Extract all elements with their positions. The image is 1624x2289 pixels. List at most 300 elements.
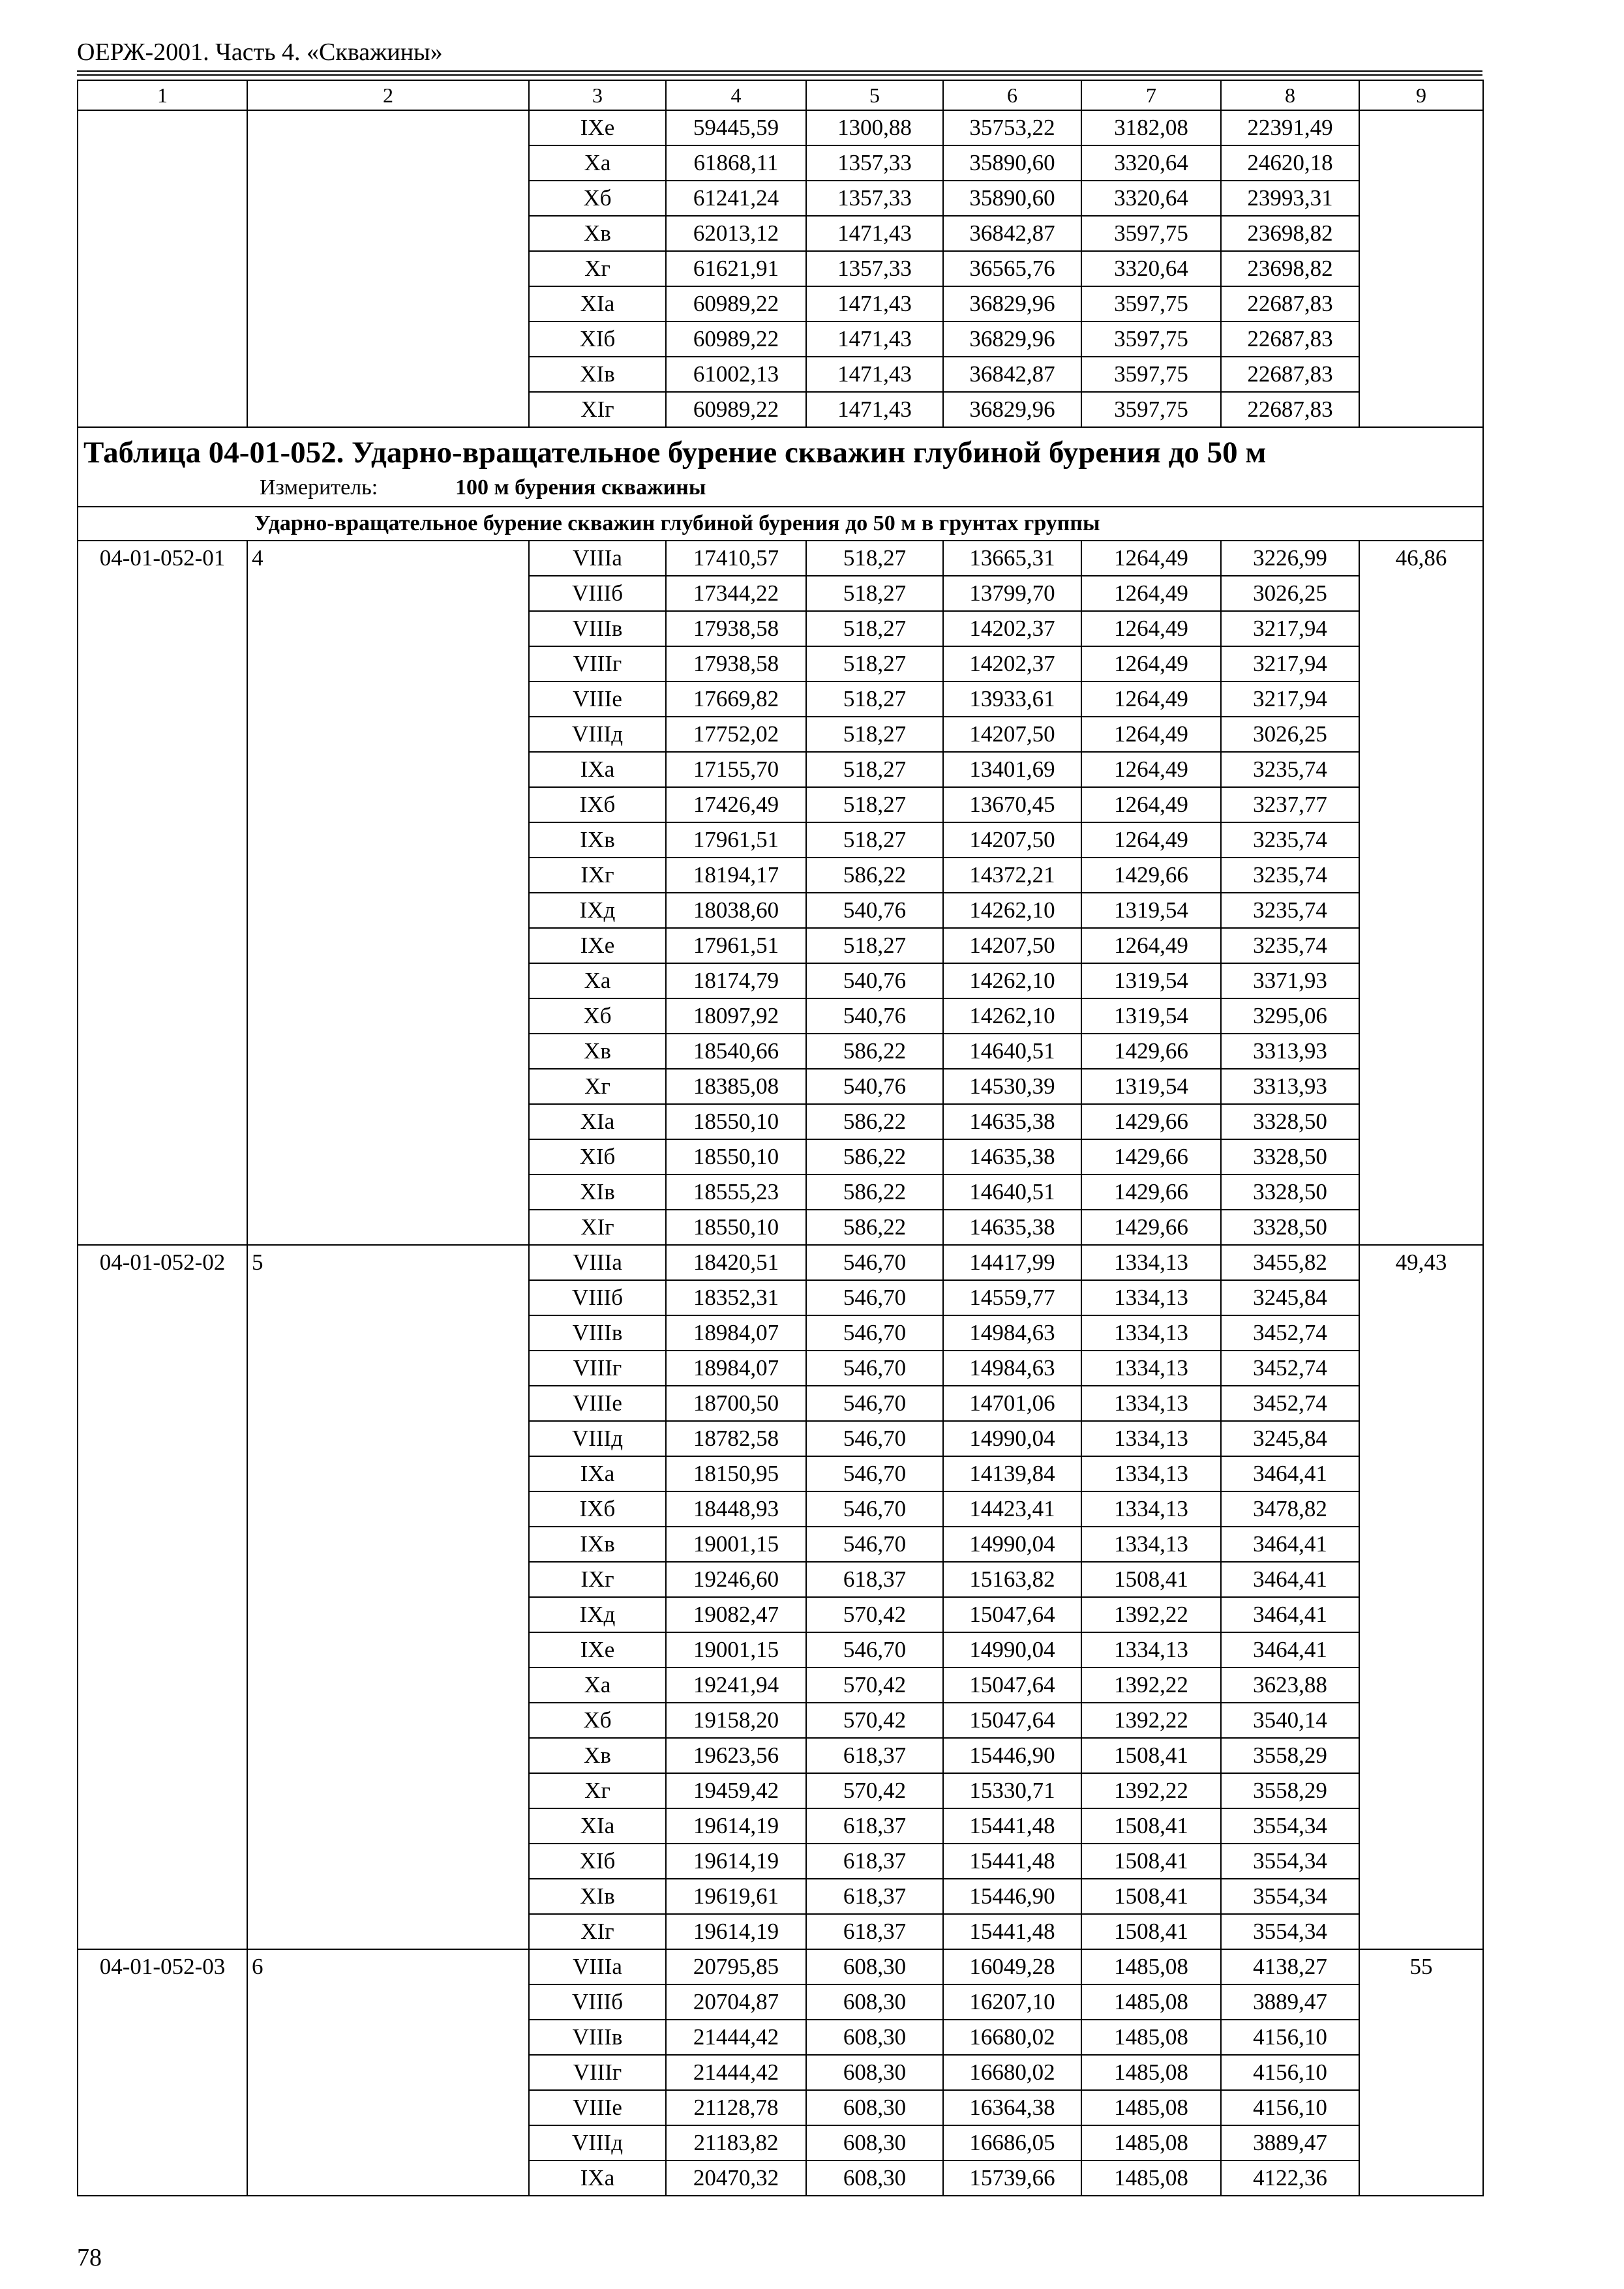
data-cell: 4122,36 <box>1221 2161 1359 2196</box>
table-title-row <box>78 427 1483 507</box>
data-cell: Xг <box>529 251 666 286</box>
data-cell: 546,70 <box>806 1245 943 1280</box>
norm-description: 4 <box>247 541 529 1245</box>
data-cell: IXв <box>529 822 666 858</box>
data-cell: 17426,49 <box>666 787 806 822</box>
data-cell: 3623,88 <box>1221 1668 1359 1703</box>
data-cell: 19614,19 <box>666 1808 806 1844</box>
data-cell: 1508,41 <box>1081 1808 1221 1844</box>
data-cell: 19158,20 <box>666 1703 806 1738</box>
data-cell: 1508,41 <box>1081 1738 1221 1773</box>
data-cell: 1319,54 <box>1081 998 1221 1034</box>
data-cell: 16680,02 <box>943 2055 1081 2090</box>
data-cell: Xг <box>529 1069 666 1104</box>
data-cell: 1471,43 <box>806 392 943 427</box>
data-cell: 15441,48 <box>943 1808 1081 1844</box>
data-cell: 23698,82 <box>1221 251 1359 286</box>
data-cell: 3597,75 <box>1081 216 1221 251</box>
data-cell: VIIIг <box>529 2055 666 2090</box>
data-cell: 14701,06 <box>943 1386 1081 1421</box>
data-cell: 16049,28 <box>943 1949 1081 1984</box>
data-cell: IXб <box>529 1491 666 1527</box>
data-cell: 1485,08 <box>1081 2161 1221 2196</box>
data-cell: 3235,74 <box>1221 752 1359 787</box>
data-cell: 1485,08 <box>1081 1949 1221 1984</box>
data-cell: VIIIв <box>529 1315 666 1351</box>
data-cell: IXа <box>529 752 666 787</box>
data-cell: 3464,41 <box>1221 1456 1359 1491</box>
data-cell: 14635,38 <box>943 1210 1081 1245</box>
data-cell: 3235,74 <box>1221 893 1359 928</box>
data-cell: 608,30 <box>806 2055 943 2090</box>
data-cell: 608,30 <box>806 1949 943 1984</box>
data-cell: 1264,49 <box>1081 681 1221 717</box>
data-cell: 546,70 <box>806 1351 943 1386</box>
data-cell: 61241,24 <box>666 181 806 216</box>
data-cell: 618,37 <box>806 1879 943 1914</box>
data-cell: 4156,10 <box>1221 2055 1359 2090</box>
data-cell: 1264,49 <box>1081 541 1221 576</box>
data-cell: 3371,93 <box>1221 963 1359 998</box>
data-cell: 3328,50 <box>1221 1104 1359 1139</box>
column-number: 9 <box>1359 80 1483 110</box>
data-cell: 518,27 <box>806 681 943 717</box>
data-cell: 586,22 <box>806 1174 943 1210</box>
data-cell: XIб <box>529 1139 666 1174</box>
data-cell: 14262,10 <box>943 893 1081 928</box>
data-cell: 3597,75 <box>1081 322 1221 357</box>
data-cell: 1264,49 <box>1081 752 1221 787</box>
data-cell: 586,22 <box>806 1104 943 1139</box>
data-cell: 15441,48 <box>943 1914 1081 1949</box>
column-number-row <box>78 80 1483 110</box>
data-cell: VIIIв <box>529 611 666 646</box>
data-cell: 15163,82 <box>943 1562 1081 1597</box>
data-cell: 14640,51 <box>943 1034 1081 1069</box>
data-cell: 14990,04 <box>943 1632 1081 1668</box>
data-cell: 20704,87 <box>666 1984 806 2020</box>
data-cell: IXе <box>529 110 666 145</box>
data-cell: 18550,10 <box>666 1210 806 1245</box>
data-cell: VIIIа <box>529 1245 666 1280</box>
data-cell: 1264,49 <box>1081 928 1221 963</box>
data-cell: VIIIб <box>529 1280 666 1315</box>
data-cell: VIIIб <box>529 1984 666 2020</box>
data-cell: 3464,41 <box>1221 1562 1359 1597</box>
data-cell: 36829,96 <box>943 392 1081 427</box>
data-cell: 1429,66 <box>1081 858 1221 893</box>
data-cell: 1334,13 <box>1081 1245 1221 1280</box>
data-cell: 3558,29 <box>1221 1773 1359 1808</box>
data-cell: IXд <box>529 893 666 928</box>
data-cell: 36829,96 <box>943 322 1081 357</box>
data-cell: 18555,23 <box>666 1174 806 1210</box>
data-cell: XIв <box>529 1879 666 1914</box>
data-cell: 1485,08 <box>1081 2090 1221 2125</box>
data-cell: IXв <box>529 1527 666 1562</box>
data-cell: 1334,13 <box>1081 1491 1221 1527</box>
norms-table <box>77 80 1484 2196</box>
data-cell: 36829,96 <box>943 286 1081 322</box>
data-cell: 546,70 <box>806 1456 943 1491</box>
data-cell: 62013,12 <box>666 216 806 251</box>
data-cell: 3464,41 <box>1221 1527 1359 1562</box>
data-cell: 15047,64 <box>943 1597 1081 1632</box>
data-cell: 4156,10 <box>1221 2090 1359 2125</box>
data-cell: XIг <box>529 1210 666 1245</box>
norm-code: 04-01-052-02 <box>78 1245 247 1949</box>
data-cell: 61002,13 <box>666 357 806 392</box>
data-cell: 60989,22 <box>666 392 806 427</box>
data-cell: 14139,84 <box>943 1456 1081 1491</box>
data-cell: Xа <box>529 963 666 998</box>
data-cell: 4156,10 <box>1221 2020 1359 2055</box>
data-cell: Xа <box>529 1668 666 1703</box>
unit-line <box>83 473 1477 502</box>
data-cell: 17938,58 <box>666 646 806 681</box>
data-cell: XIб <box>529 1844 666 1879</box>
data-cell: 18550,10 <box>666 1104 806 1139</box>
data-cell: 13670,45 <box>943 787 1081 822</box>
data-cell: 3328,50 <box>1221 1174 1359 1210</box>
data-cell: 20795,85 <box>666 1949 806 1984</box>
data-cell: 1264,49 <box>1081 646 1221 681</box>
data-cell: 618,37 <box>806 1562 943 1597</box>
data-cell: VIIIа <box>529 541 666 576</box>
data-cell: VIIIа <box>529 1949 666 1984</box>
data-cell: 19241,94 <box>666 1668 806 1703</box>
data-cell: 3235,74 <box>1221 858 1359 893</box>
data-cell: 13665,31 <box>943 541 1081 576</box>
data-cell: 3182,08 <box>1081 110 1221 145</box>
data-cell: 18385,08 <box>666 1069 806 1104</box>
data-cell: 3554,34 <box>1221 1879 1359 1914</box>
data-cell: 618,37 <box>806 1738 943 1773</box>
data-cell: 15446,90 <box>943 1738 1081 1773</box>
code-cell <box>78 110 247 427</box>
data-cell: 3320,64 <box>1081 181 1221 216</box>
data-cell: IXд <box>529 1597 666 1632</box>
data-cell: VIIIе <box>529 2090 666 2125</box>
data-cell: 18174,79 <box>666 963 806 998</box>
data-cell: XIа <box>529 286 666 322</box>
data-cell: 3464,41 <box>1221 1597 1359 1632</box>
data-cell: 1334,13 <box>1081 1351 1221 1386</box>
table-title: Таблица 04-01-052. Ударно-вращательное бурение скважин глубиной бурения до 50 м <box>83 436 1267 470</box>
data-cell: 546,70 <box>806 1491 943 1527</box>
data-cell: Xб <box>529 1703 666 1738</box>
data-cell: 18540,66 <box>666 1034 806 1069</box>
data-cell: 18194,17 <box>666 858 806 893</box>
data-cell: 3452,74 <box>1221 1351 1359 1386</box>
data-cell: 4138,27 <box>1221 1949 1359 1984</box>
data-cell: 1429,66 <box>1081 1139 1221 1174</box>
data-cell: 546,70 <box>806 1527 943 1562</box>
data-cell: 1357,33 <box>806 251 943 286</box>
column-number: 5 <box>806 80 943 110</box>
data-cell: 540,76 <box>806 1069 943 1104</box>
data-cell: XIв <box>529 357 666 392</box>
data-cell: 1508,41 <box>1081 1879 1221 1914</box>
data-cell: 14984,63 <box>943 1315 1081 1351</box>
data-cell: 14635,38 <box>943 1104 1081 1139</box>
data-cell: 14423,41 <box>943 1491 1081 1527</box>
page-number: 78 <box>77 2244 102 2271</box>
data-cell: 14207,50 <box>943 717 1081 752</box>
data-cell: 1334,13 <box>1081 1632 1221 1668</box>
data-cell: 570,42 <box>806 1773 943 1808</box>
data-cell: 3540,14 <box>1221 1703 1359 1738</box>
data-cell: 3237,77 <box>1221 787 1359 822</box>
data-cell: 518,27 <box>806 611 943 646</box>
data-cell: VIIIб <box>529 576 666 611</box>
data-cell: 618,37 <box>806 1914 943 1949</box>
table-subtitle-row <box>78 507 1483 541</box>
data-cell: XIа <box>529 1808 666 1844</box>
data-cell: 1429,66 <box>1081 1034 1221 1069</box>
data-cell: 1319,54 <box>1081 893 1221 928</box>
data-cell: 540,76 <box>806 998 943 1034</box>
data-cell: 1471,43 <box>806 216 943 251</box>
data-cell: 1264,49 <box>1081 822 1221 858</box>
data-cell: 22687,83 <box>1221 322 1359 357</box>
data-cell: 15441,48 <box>943 1844 1081 1879</box>
data-cell: 1334,13 <box>1081 1315 1221 1351</box>
data-cell: 3235,74 <box>1221 822 1359 858</box>
data-cell: VIIIе <box>529 681 666 717</box>
data-cell: 1485,08 <box>1081 1984 1221 2020</box>
page-header: ОЕРЖ-2001. Часть 4. «Скважины» <box>77 38 443 66</box>
data-cell: 17410,57 <box>666 541 806 576</box>
data-cell: 546,70 <box>806 1421 943 1456</box>
data-cell: 1357,33 <box>806 145 943 181</box>
data-cell: 1429,66 <box>1081 1210 1221 1245</box>
data-cell: 608,30 <box>806 2090 943 2125</box>
column-number: 1 <box>78 80 247 110</box>
data-cell: 17961,51 <box>666 822 806 858</box>
data-cell: 17752,02 <box>666 717 806 752</box>
data-cell: 586,22 <box>806 1139 943 1174</box>
data-cell: 61621,91 <box>666 251 806 286</box>
data-cell: 16680,02 <box>943 2020 1081 2055</box>
data-cell: XIа <box>529 1104 666 1139</box>
data-cell: VIIIд <box>529 2125 666 2161</box>
data-cell: 19623,56 <box>666 1738 806 1773</box>
data-cell: 16686,05 <box>943 2125 1081 2161</box>
data-cell: 21444,42 <box>666 2020 806 2055</box>
data-cell: 518,27 <box>806 787 943 822</box>
data-cell: 19619,61 <box>666 1879 806 1914</box>
data-cell: 1392,22 <box>1081 1703 1221 1738</box>
data-cell: 1334,13 <box>1081 1421 1221 1456</box>
data-cell: 14530,39 <box>943 1069 1081 1104</box>
data-cell: 3295,06 <box>1221 998 1359 1034</box>
data-cell: 13401,69 <box>943 752 1081 787</box>
data-cell: 3328,50 <box>1221 1139 1359 1174</box>
column-number: 4 <box>666 80 806 110</box>
data-cell: 18550,10 <box>666 1139 806 1174</box>
column-number: 7 <box>1081 80 1221 110</box>
data-cell: 14207,50 <box>943 928 1081 963</box>
data-cell: VIIIв <box>529 2020 666 2055</box>
data-cell: 19001,15 <box>666 1527 806 1562</box>
data-cell: Xа <box>529 145 666 181</box>
data-cell: 1264,49 <box>1081 611 1221 646</box>
data-cell: 1334,13 <box>1081 1456 1221 1491</box>
data-cell: XIб <box>529 322 666 357</box>
data-cell: 1357,33 <box>806 181 943 216</box>
data-cell: 18782,58 <box>666 1421 806 1456</box>
data-cell: 60989,22 <box>666 322 806 357</box>
data-cell: IXа <box>529 1456 666 1491</box>
data-cell: 60989,22 <box>666 286 806 322</box>
data-cell: 1392,22 <box>1081 1773 1221 1808</box>
data-cell: 1319,54 <box>1081 1069 1221 1104</box>
data-cell: 36842,87 <box>943 357 1081 392</box>
data-cell: 3478,82 <box>1221 1491 1359 1527</box>
norm-price: 49,43 <box>1359 1245 1483 1949</box>
table-row <box>78 1949 1483 1984</box>
table-row <box>78 541 1483 576</box>
data-cell: 570,42 <box>806 1597 943 1632</box>
data-cell: 1392,22 <box>1081 1597 1221 1632</box>
data-cell: 3320,64 <box>1081 145 1221 181</box>
data-cell: 15739,66 <box>943 2161 1081 2196</box>
data-cell: 18420,51 <box>666 1245 806 1280</box>
data-cell: 518,27 <box>806 822 943 858</box>
desc-cell <box>247 110 529 427</box>
data-cell: 18352,31 <box>666 1280 806 1315</box>
data-cell: 1471,43 <box>806 322 943 357</box>
data-cell: 36565,76 <box>943 251 1081 286</box>
data-cell: 546,70 <box>806 1386 943 1421</box>
data-cell: 586,22 <box>806 1034 943 1069</box>
data-cell: 14984,63 <box>943 1351 1081 1386</box>
data-cell: 3597,75 <box>1081 392 1221 427</box>
data-cell: 1334,13 <box>1081 1280 1221 1315</box>
data-cell: 608,30 <box>806 2125 943 2161</box>
data-cell: 13933,61 <box>943 681 1081 717</box>
data-cell: 3464,41 <box>1221 1632 1359 1668</box>
data-cell: 1471,43 <box>806 357 943 392</box>
data-cell: Xг <box>529 1773 666 1808</box>
table-subtitle: Ударно-вращательное бурение скважин глубиной бурения до 50 м в грунтах группы <box>78 507 1483 541</box>
data-cell: 14202,37 <box>943 611 1081 646</box>
data-cell: 15047,64 <box>943 1703 1081 1738</box>
data-cell: 21183,82 <box>666 2125 806 2161</box>
norm-description: 6 <box>247 1949 529 2196</box>
data-cell: 16207,10 <box>943 1984 1081 2020</box>
data-cell: 21128,78 <box>666 2090 806 2125</box>
data-cell: 19614,19 <box>666 1914 806 1949</box>
data-cell: 1319,54 <box>1081 963 1221 998</box>
data-cell: XIг <box>529 1914 666 1949</box>
data-cell: 1264,49 <box>1081 717 1221 752</box>
table-title-cell <box>78 427 1483 507</box>
data-cell: 1508,41 <box>1081 1844 1221 1879</box>
unit-label: Измеритель: <box>260 475 378 500</box>
data-cell: 1508,41 <box>1081 1562 1221 1597</box>
unit-value: 100 м бурения скважины <box>455 475 706 500</box>
data-cell: 586,22 <box>806 1210 943 1245</box>
data-cell: 618,37 <box>806 1808 943 1844</box>
data-cell: 570,42 <box>806 1703 943 1738</box>
data-cell: 3452,74 <box>1221 1386 1359 1421</box>
data-cell: 608,30 <box>806 1984 943 2020</box>
column-number: 6 <box>943 80 1081 110</box>
data-cell: 3452,74 <box>1221 1315 1359 1351</box>
data-cell: VIIIд <box>529 1421 666 1456</box>
data-cell: 3328,50 <box>1221 1210 1359 1245</box>
data-cell: 17938,58 <box>666 611 806 646</box>
data-cell: 3026,25 <box>1221 717 1359 752</box>
data-cell: 1334,13 <box>1081 1386 1221 1421</box>
data-cell: Xв <box>529 1034 666 1069</box>
data-cell: 14640,51 <box>943 1174 1081 1210</box>
data-cell: 20470,32 <box>666 2161 806 2196</box>
data-cell: 1334,13 <box>1081 1527 1221 1562</box>
data-cell: 16364,38 <box>943 2090 1081 2125</box>
data-cell: 3558,29 <box>1221 1738 1359 1773</box>
data-cell: 518,27 <box>806 928 943 963</box>
data-cell: 3597,75 <box>1081 357 1221 392</box>
column-number: 3 <box>529 80 666 110</box>
data-cell: 21444,42 <box>666 2055 806 2090</box>
data-cell: 36842,87 <box>943 216 1081 251</box>
data-cell: 15446,90 <box>943 1879 1081 1914</box>
data-cell: 3889,47 <box>1221 2125 1359 2161</box>
data-cell: 1471,43 <box>806 286 943 322</box>
data-cell: 24620,18 <box>1221 145 1359 181</box>
data-cell: VIIIг <box>529 646 666 681</box>
data-cell: 14990,04 <box>943 1421 1081 1456</box>
data-cell: 14262,10 <box>943 963 1081 998</box>
data-cell: VIIIе <box>529 1386 666 1421</box>
data-cell: 1300,88 <box>806 110 943 145</box>
data-cell: 59445,59 <box>666 110 806 145</box>
data-cell: 19614,19 <box>666 1844 806 1879</box>
data-cell: 540,76 <box>806 893 943 928</box>
data-cell: 14417,99 <box>943 1245 1081 1280</box>
table-body <box>78 80 1483 2196</box>
data-cell: 19246,60 <box>666 1562 806 1597</box>
data-cell: IXе <box>529 1632 666 1668</box>
data-cell: 546,70 <box>806 1632 943 1668</box>
data-cell: 3235,74 <box>1221 928 1359 963</box>
data-cell: 540,76 <box>806 963 943 998</box>
data-cell: 18150,95 <box>666 1456 806 1491</box>
header-rule <box>77 70 1482 72</box>
data-cell: 3217,94 <box>1221 611 1359 646</box>
data-cell: 18448,93 <box>666 1491 806 1527</box>
norm-price: 46,86 <box>1359 541 1483 1245</box>
data-cell: 518,27 <box>806 541 943 576</box>
data-cell: 22687,83 <box>1221 392 1359 427</box>
data-cell: 518,27 <box>806 717 943 752</box>
data-cell: 3217,94 <box>1221 681 1359 717</box>
data-cell: 1264,49 <box>1081 787 1221 822</box>
data-cell: 14635,38 <box>943 1139 1081 1174</box>
data-cell: 23698,82 <box>1221 216 1359 251</box>
data-cell: Xв <box>529 216 666 251</box>
data-cell: 3320,64 <box>1081 251 1221 286</box>
data-cell: 14202,37 <box>943 646 1081 681</box>
data-cell: 22391,49 <box>1221 110 1359 145</box>
data-cell: IXг <box>529 858 666 893</box>
data-cell: Xб <box>529 181 666 216</box>
column-number: 2 <box>247 80 529 110</box>
data-cell: 3597,75 <box>1081 286 1221 322</box>
